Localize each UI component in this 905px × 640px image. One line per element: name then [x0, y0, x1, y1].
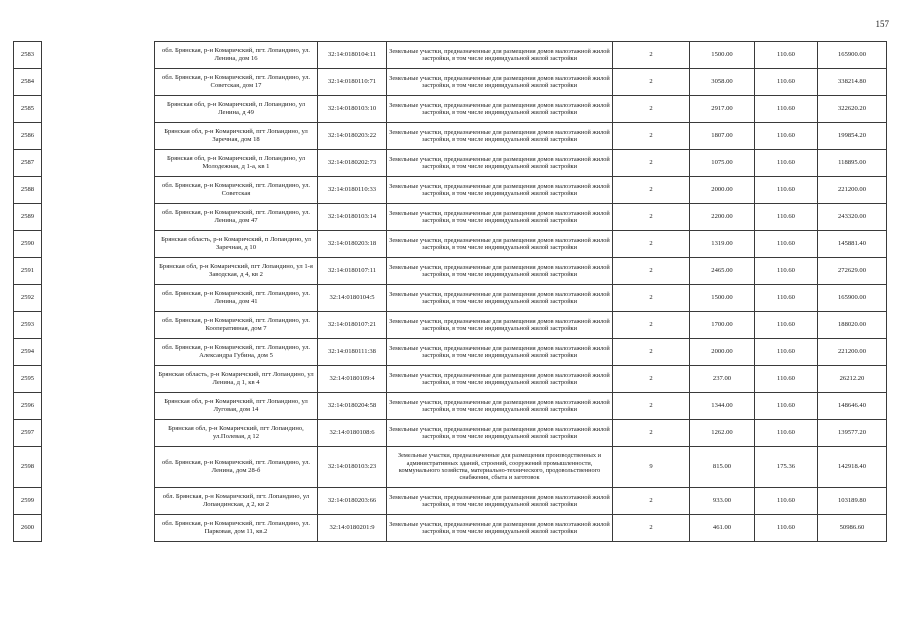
cadastral-value-cell: 272629.00 [818, 258, 887, 285]
address-cell: обл. Брянская, р-н Комаричский, пгт. Лопандино, ул. Александра Губина, дом 5 [155, 339, 318, 366]
address-cell: Брянская область, р-н Комаричский, п Лопандино, ул Заречная, д 10 [155, 231, 318, 258]
area-cell: 1700.00 [690, 312, 755, 339]
rate-cell: 110.60 [755, 488, 818, 515]
cadastral-number-cell: 32:14:0180204:58 [318, 393, 387, 420]
address-cell: Брянская обл, р-н Комаричский, пгт Лопандино, ул Луговая, дом 14 [155, 393, 318, 420]
rate-cell: 110.60 [755, 258, 818, 285]
row-number-cell: 2589 [14, 204, 42, 231]
cadastral-value-cell: 145881.40 [818, 231, 887, 258]
area-cell: 2465.00 [690, 258, 755, 285]
cadastral-value-cell: 221200.00 [818, 339, 887, 366]
cadastral-number-cell: 32:14:0180103:23 [318, 447, 387, 488]
group-cell: 2 [613, 42, 690, 69]
land-use-cell: Земельные участки, предназначенные для размещения домов малоэтажной жилой застройки, в том числе индивидуальной жилой застройки [387, 150, 613, 177]
group-cell: 2 [613, 177, 690, 204]
address-cell: обл. Брянская, р-н Комаричский, пгт. Лопандино, ул. Ленина, дом 41 [155, 285, 318, 312]
land-use-cell: Земельные участки, предназначенные для размещения производственных и административных зданий, строений, сооружений промышленности, коммунального хозяйства, материально-технического, продовольственного снабжения, сбыта и заготовок [387, 447, 613, 488]
area-cell: 1500.00 [690, 285, 755, 312]
cadastral-value-cell: 103189.80 [818, 488, 887, 515]
area-cell: 815.00 [690, 447, 755, 488]
address-cell: Брянская обл, р-н Комаричский, пгт Лопандино, ул Заречная, дом 18 [155, 123, 318, 150]
area-cell: 2000.00 [690, 339, 755, 366]
spacer-cell [42, 420, 155, 447]
table-body [14, 42, 887, 542]
group-cell: 2 [613, 150, 690, 177]
rate-cell: 110.60 [755, 312, 818, 339]
row-number-cell: 2596 [14, 393, 42, 420]
land-use-cell: Земельные участки, предназначенные для размещения домов малоэтажной жилой застройки, в том числе индивидуальной жилой застройки [387, 312, 613, 339]
group-cell: 2 [613, 204, 690, 231]
address-cell: обл. Брянская, р-н Комаричский, пгт. Лопандино, ул Лопандинская, д 2, кв 2 [155, 488, 318, 515]
group-cell: 2 [613, 366, 690, 393]
group-cell: 2 [613, 69, 690, 96]
page-number: 157 [875, 19, 889, 29]
land-use-cell: Земельные участки, предназначенные для размещения домов малоэтажной жилой застройки, в том числе индивидуальной жилой застройки [387, 285, 613, 312]
table-row [14, 285, 887, 312]
land-use-cell: Земельные участки, предназначенные для размещения домов малоэтажной жилой застройки, в том числе индивидуальной жилой застройки [387, 488, 613, 515]
spacer-cell [42, 393, 155, 420]
cadastral-number-cell: 32:14:0180110:71 [318, 69, 387, 96]
area-cell: 1500.00 [690, 42, 755, 69]
cadastral-number-cell: 32:14:0180202:73 [318, 150, 387, 177]
group-cell: 2 [613, 258, 690, 285]
address-cell: обл. Брянская, р-н Комаричский, пгт. Лопандино, ул. Парковая, дом 11, кв.2 [155, 515, 318, 542]
rate-cell: 110.60 [755, 204, 818, 231]
table-row [14, 69, 887, 96]
group-cell: 2 [613, 285, 690, 312]
spacer-cell [42, 285, 155, 312]
row-number-cell: 2593 [14, 312, 42, 339]
land-use-cell: Земельные участки, предназначенные для размещения домов малоэтажной жилой застройки, в том числе индивидуальной жилой застройки [387, 258, 613, 285]
cadastral-value-cell: 148646.40 [818, 393, 887, 420]
rate-cell: 110.60 [755, 285, 818, 312]
row-number-cell: 2590 [14, 231, 42, 258]
rate-cell: 110.60 [755, 339, 818, 366]
group-cell: 2 [613, 231, 690, 258]
table-row [14, 393, 887, 420]
spacer-cell [42, 42, 155, 69]
land-use-cell: Земельные участки, предназначенные для размещения домов малоэтажной жилой застройки, в том числе индивидуальной жилой застройки [387, 339, 613, 366]
address-cell: обл. Брянская, р-н Комаричский, пгт. Лопандино, ул. Ленина, дом 28-б [155, 447, 318, 488]
table-row [14, 177, 887, 204]
row-number-cell: 2591 [14, 258, 42, 285]
land-use-cell: Земельные участки, предназначенные для размещения домов малоэтажной жилой застройки, в том числе индивидуальной жилой застройки [387, 231, 613, 258]
cadastral-value-cell: 243320.00 [818, 204, 887, 231]
area-cell: 1319.00 [690, 231, 755, 258]
rate-cell: 110.60 [755, 96, 818, 123]
row-number-cell: 2594 [14, 339, 42, 366]
address-cell: обл. Брянская, р-н Комаричский, пгт. Лопандино, ул. Советская, дом 17 [155, 69, 318, 96]
table-row [14, 339, 887, 366]
row-number-cell: 2584 [14, 69, 42, 96]
land-use-cell: Земельные участки, предназначенные для размещения домов малоэтажной жилой застройки, в том числе индивидуальной жилой застройки [387, 69, 613, 96]
row-number-cell: 2599 [14, 488, 42, 515]
rate-cell: 110.60 [755, 420, 818, 447]
row-number-cell: 2595 [14, 366, 42, 393]
spacer-cell [42, 447, 155, 488]
spacer-cell [42, 488, 155, 515]
cadastral-number-cell: 32:14:0180203:66 [318, 488, 387, 515]
cadastral-value-cell: 118895.00 [818, 150, 887, 177]
spacer-cell [42, 258, 155, 285]
row-number-cell: 2587 [14, 150, 42, 177]
area-cell: 2917.00 [690, 96, 755, 123]
cadastral-number-cell: 32:14:0180104:11 [318, 42, 387, 69]
address-cell: Брянская обл, р-н Комаричский, пгт Лопандино, ул 1-я Заводская, д 4, кв 2 [155, 258, 318, 285]
area-cell: 237.00 [690, 366, 755, 393]
cadastral-value-cell: 142918.40 [818, 447, 887, 488]
rate-cell: 110.60 [755, 42, 818, 69]
area-cell: 1075.00 [690, 150, 755, 177]
group-cell: 2 [613, 515, 690, 542]
cadastral-value-cell: 26212.20 [818, 366, 887, 393]
cadastral-value-cell: 199854.20 [818, 123, 887, 150]
land-registry-table [13, 41, 887, 542]
table-row [14, 312, 887, 339]
land-use-cell: Земельные участки, предназначенные для размещения домов малоэтажной жилой застройки, в том числе индивидуальной жилой застройки [387, 204, 613, 231]
land-use-cell: Земельные участки, предназначенные для размещения домов малоэтажной жилой застройки, в том числе индивидуальной жилой застройки [387, 420, 613, 447]
table-row [14, 42, 887, 69]
area-cell: 2200.00 [690, 204, 755, 231]
land-use-cell: Земельные участки, предназначенные для размещения домов малоэтажной жилой застройки, в том числе индивидуальной жилой застройки [387, 42, 613, 69]
spacer-cell [42, 204, 155, 231]
cadastral-number-cell: 32:14:0180111:38 [318, 339, 387, 366]
cadastral-number-cell: 32:14:0180203:18 [318, 231, 387, 258]
cadastral-value-cell: 322620.20 [818, 96, 887, 123]
spacer-cell [42, 177, 155, 204]
group-cell: 2 [613, 393, 690, 420]
rate-cell: 110.60 [755, 515, 818, 542]
area-cell: 3058.00 [690, 69, 755, 96]
address-cell: Брянская обл, р-н Комаричский, пгт Лопандино, ул.Полевая, д 12 [155, 420, 318, 447]
spacer-cell [42, 339, 155, 366]
cadastral-number-cell: 32:14:0180203:22 [318, 123, 387, 150]
group-cell: 2 [613, 488, 690, 515]
cadastral-number-cell: 32:14:0180107:21 [318, 312, 387, 339]
land-use-cell: Земельные участки, предназначенные для размещения домов малоэтажной жилой застройки, в том числе индивидуальной жилой застройки [387, 366, 613, 393]
cadastral-number-cell: 32:14:0180109:4 [318, 366, 387, 393]
address-cell: обл. Брянская, р-н Комаричский, пгт. Лопандино, ул. Ленина, дом 16 [155, 42, 318, 69]
table-row [14, 488, 887, 515]
rate-cell: 110.60 [755, 393, 818, 420]
land-use-cell: Земельные участки, предназначенные для размещения домов малоэтажной жилой застройки, в том числе индивидуальной жилой застройки [387, 177, 613, 204]
rate-cell: 110.60 [755, 231, 818, 258]
spacer-cell [42, 123, 155, 150]
cadastral-number-cell: 32:14:0180107:11 [318, 258, 387, 285]
spacer-cell [42, 231, 155, 258]
cadastral-value-cell: 221200.00 [818, 177, 887, 204]
rate-cell: 175.36 [755, 447, 818, 488]
row-number-cell: 2592 [14, 285, 42, 312]
area-cell: 1344.00 [690, 393, 755, 420]
area-cell: 1262.00 [690, 420, 755, 447]
group-cell: 2 [613, 96, 690, 123]
table-row [14, 231, 887, 258]
area-cell: 1807.00 [690, 123, 755, 150]
area-cell: 461.00 [690, 515, 755, 542]
table-row [14, 123, 887, 150]
group-cell: 9 [613, 447, 690, 488]
land-use-cell: Земельные участки, предназначенные для размещения домов малоэтажной жилой застройки, в том числе индивидуальной жилой застройки [387, 96, 613, 123]
spacer-cell [42, 69, 155, 96]
cadastral-number-cell: 32:14:0180108:6 [318, 420, 387, 447]
row-number-cell: 2586 [14, 123, 42, 150]
rate-cell: 110.60 [755, 123, 818, 150]
cadastral-value-cell: 165900.00 [818, 285, 887, 312]
land-use-cell: Земельные участки, предназначенные для размещения домов малоэтажной жилой застройки, в том числе индивидуальной жилой застройки [387, 515, 613, 542]
row-number-cell: 2585 [14, 96, 42, 123]
land-use-cell: Земельные участки, предназначенные для размещения домов малоэтажной жилой застройки, в том числе индивидуальной жилой застройки [387, 123, 613, 150]
address-cell: Брянская обл, р-н Комаричский, п Лопандино, ул Ленина, д 49 [155, 96, 318, 123]
area-cell: 933.00 [690, 488, 755, 515]
row-number-cell: 2597 [14, 420, 42, 447]
rate-cell: 110.60 [755, 177, 818, 204]
cadastral-number-cell: 32:14:0180201:9 [318, 515, 387, 542]
table-row [14, 258, 887, 285]
area-cell: 2000.00 [690, 177, 755, 204]
spacer-cell [42, 312, 155, 339]
table-row [14, 366, 887, 393]
rate-cell: 110.60 [755, 150, 818, 177]
table-row [14, 150, 887, 177]
spacer-cell [42, 150, 155, 177]
land-use-cell: Земельные участки, предназначенные для размещения домов малоэтажной жилой застройки, в том числе индивидуальной жилой застройки [387, 393, 613, 420]
cadastral-value-cell: 139577.20 [818, 420, 887, 447]
group-cell: 2 [613, 312, 690, 339]
address-cell: Брянская область, р-н Комаричский, пгт Лопандино, ул Ленина, д 1, кв 4 [155, 366, 318, 393]
table-row [14, 204, 887, 231]
table-row [14, 420, 887, 447]
address-cell: обл. Брянская, р-н Комаричский, пгт. Лопандино, ул. Ленина, дом 47 [155, 204, 318, 231]
group-cell: 2 [613, 339, 690, 366]
address-cell: обл. Брянская, р-н Комаричский, пгт. Лопандино, ул. Советская [155, 177, 318, 204]
cadastral-value-cell: 338214.80 [818, 69, 887, 96]
row-number-cell: 2583 [14, 42, 42, 69]
spacer-cell [42, 515, 155, 542]
group-cell: 2 [613, 123, 690, 150]
row-number-cell: 2600 [14, 515, 42, 542]
row-number-cell: 2588 [14, 177, 42, 204]
table-row [14, 447, 887, 488]
group-cell: 2 [613, 420, 690, 447]
cadastral-value-cell: 50986.60 [818, 515, 887, 542]
cadastral-number-cell: 32:14:0180103:14 [318, 204, 387, 231]
table-row [14, 515, 887, 542]
spacer-cell [42, 366, 155, 393]
cadastral-number-cell: 32:14:0180103:10 [318, 96, 387, 123]
address-cell: обл. Брянская, р-н Комаричский, пгт. Лопандино, ул. Кооперативная, дом 7 [155, 312, 318, 339]
rate-cell: 110.60 [755, 366, 818, 393]
cadastral-value-cell: 188020.00 [818, 312, 887, 339]
rate-cell: 110.60 [755, 69, 818, 96]
cadastral-number-cell: 32:14:0180104:5 [318, 285, 387, 312]
address-cell: Брянская обл, р-н Комаричский, п Лопандино, ул Молодежная, д 1-а, кв 1 [155, 150, 318, 177]
cadastral-number-cell: 32:14:0180110:33 [318, 177, 387, 204]
cadastral-value-cell: 165900.00 [818, 42, 887, 69]
spacer-cell [42, 96, 155, 123]
row-number-cell: 2598 [14, 447, 42, 488]
table-row [14, 96, 887, 123]
